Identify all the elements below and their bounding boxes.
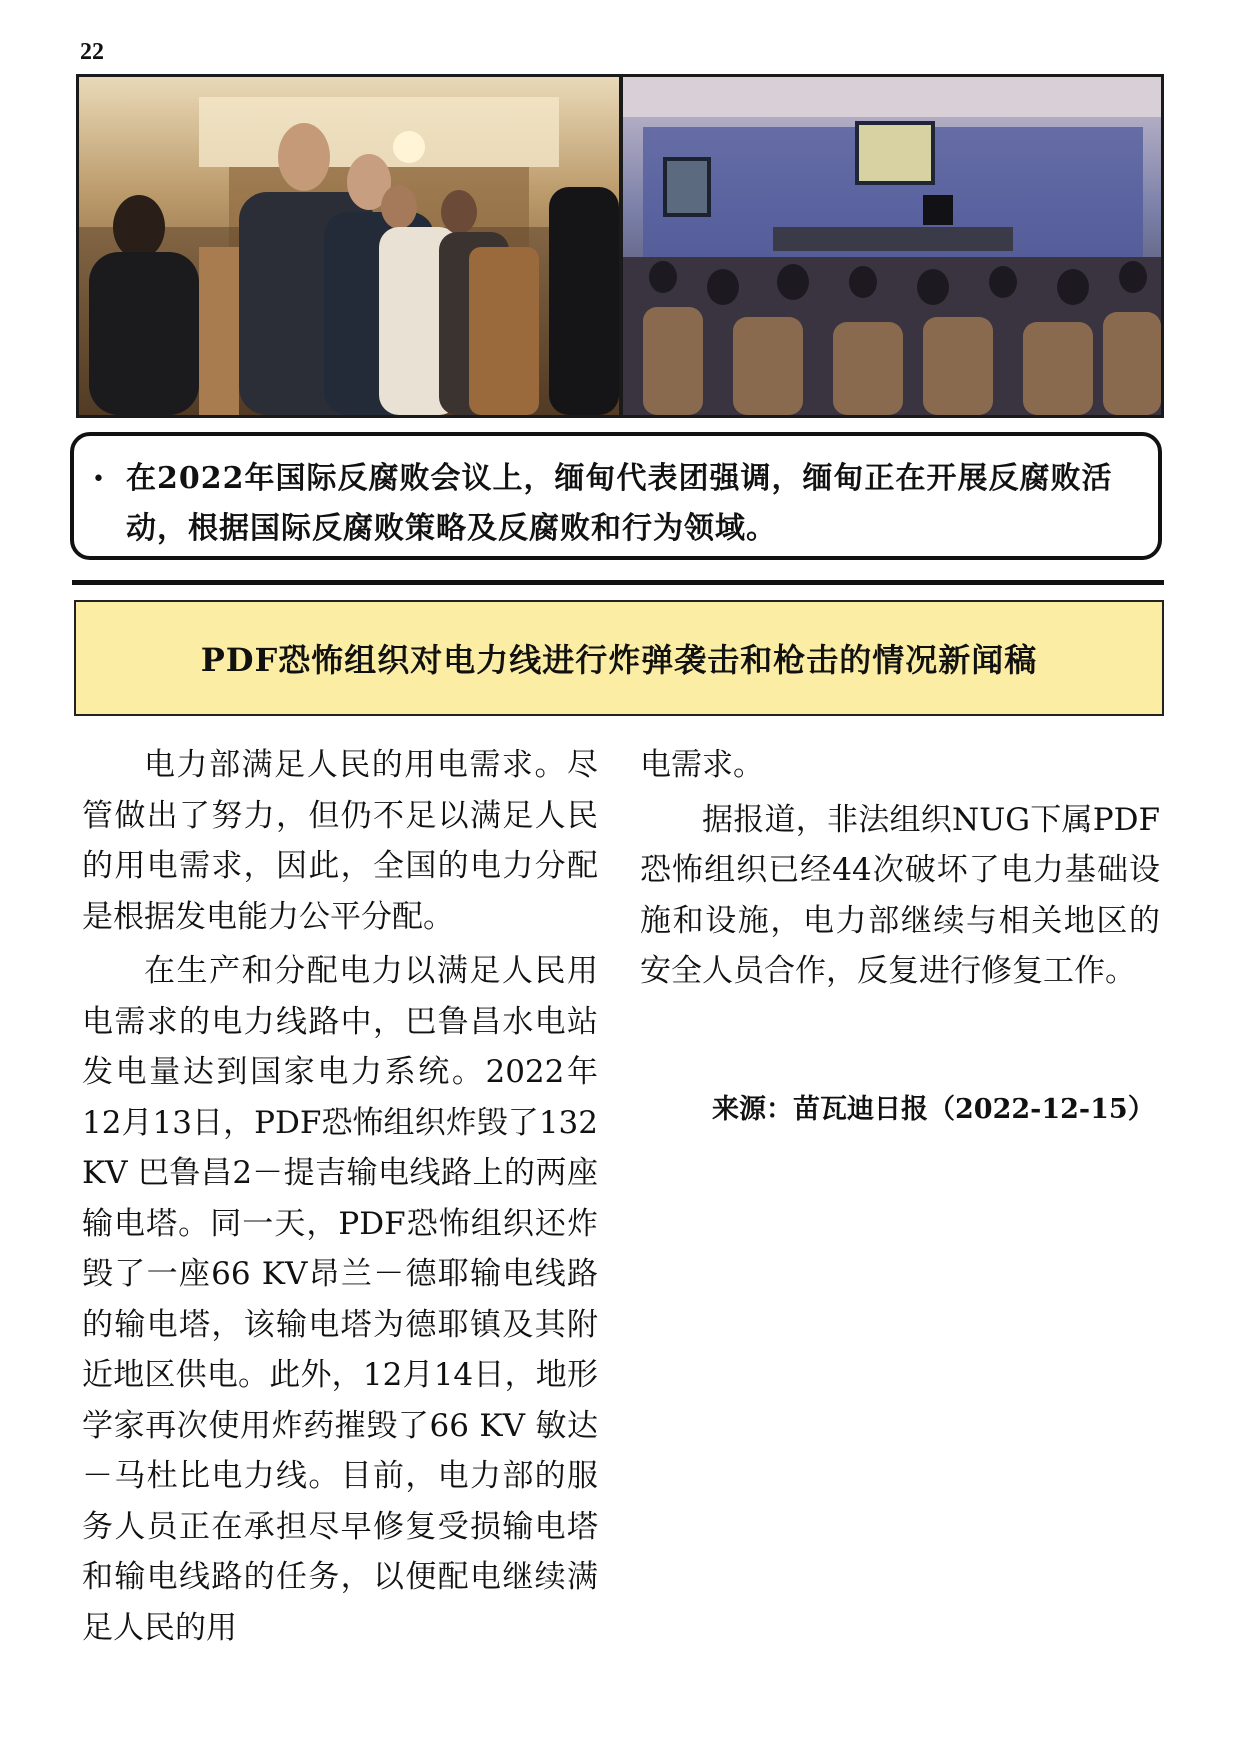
article-paragraph-continued: 电需求。: [640, 747, 764, 783]
section-divider: [72, 580, 1164, 585]
caption-bullet-icon: •: [92, 467, 105, 492]
article-column-right: [640, 740, 1160, 1001]
article-source: 来源：苗瓦迪日报（2022-12-15）: [712, 1094, 1155, 1125]
article-paragraph: 据报道，非法组织NUG下属PDF恐怖组织已经44次破坏了电力基础设施和设施，电力部继续与相关地区的安全人员合作，反复进行修复工作。: [640, 801, 1160, 989]
article-column-left: [82, 740, 598, 1657]
conference-stage-photo: [623, 77, 1161, 415]
photo-strip: [76, 74, 1164, 418]
article-paragraph: 在生产和分配电力以满足人民用电需求的电力线路中，巴鲁昌水电站发电量达到国家电力系统。2022年12月13日，PDF恐怖组织炸毁了132 KV 巴鲁昌2－提吉输电线路上的两座输电塔。同一天，PDF恐怖组织还炸毁了一座66 KV昂兰－德耶输电线路的输电塔，该输电塔为德耶镇及其附近地区供电。此外，12月14日，地形学家再次使用炸药摧毁了66 KV 敏达－马杜比电力线。目前，电力部的服务人员正在承担尽早修复受损输电塔和输电线路的任务，以便配电继续满足人民的用: [82, 953, 598, 1646]
photo-caption-text: 在2022年国际反腐败会议上，缅甸代表团强调，缅甸正在开展反腐败活动，根据国际反腐败策略及反腐败和行为领域。: [126, 461, 1113, 546]
conference-stage-photo-icon: [623, 77, 1161, 415]
page-number: 22: [80, 39, 104, 65]
article-paragraph: 电力部满足人民的用电需求。尽管做出了努力，但仍不足以满足人民的用电需求，因此，全国的电力分配是根据发电能力公平分配。: [82, 747, 598, 935]
article-headline: PDF恐怖组织对电力线进行炸弹袭击和枪击的情况新闻稿: [200, 641, 1038, 679]
headline-banner: [74, 600, 1164, 716]
conference-audience-photo-icon: [79, 77, 619, 415]
photo-caption-box: [70, 432, 1162, 560]
conference-audience-photo: [79, 77, 619, 415]
